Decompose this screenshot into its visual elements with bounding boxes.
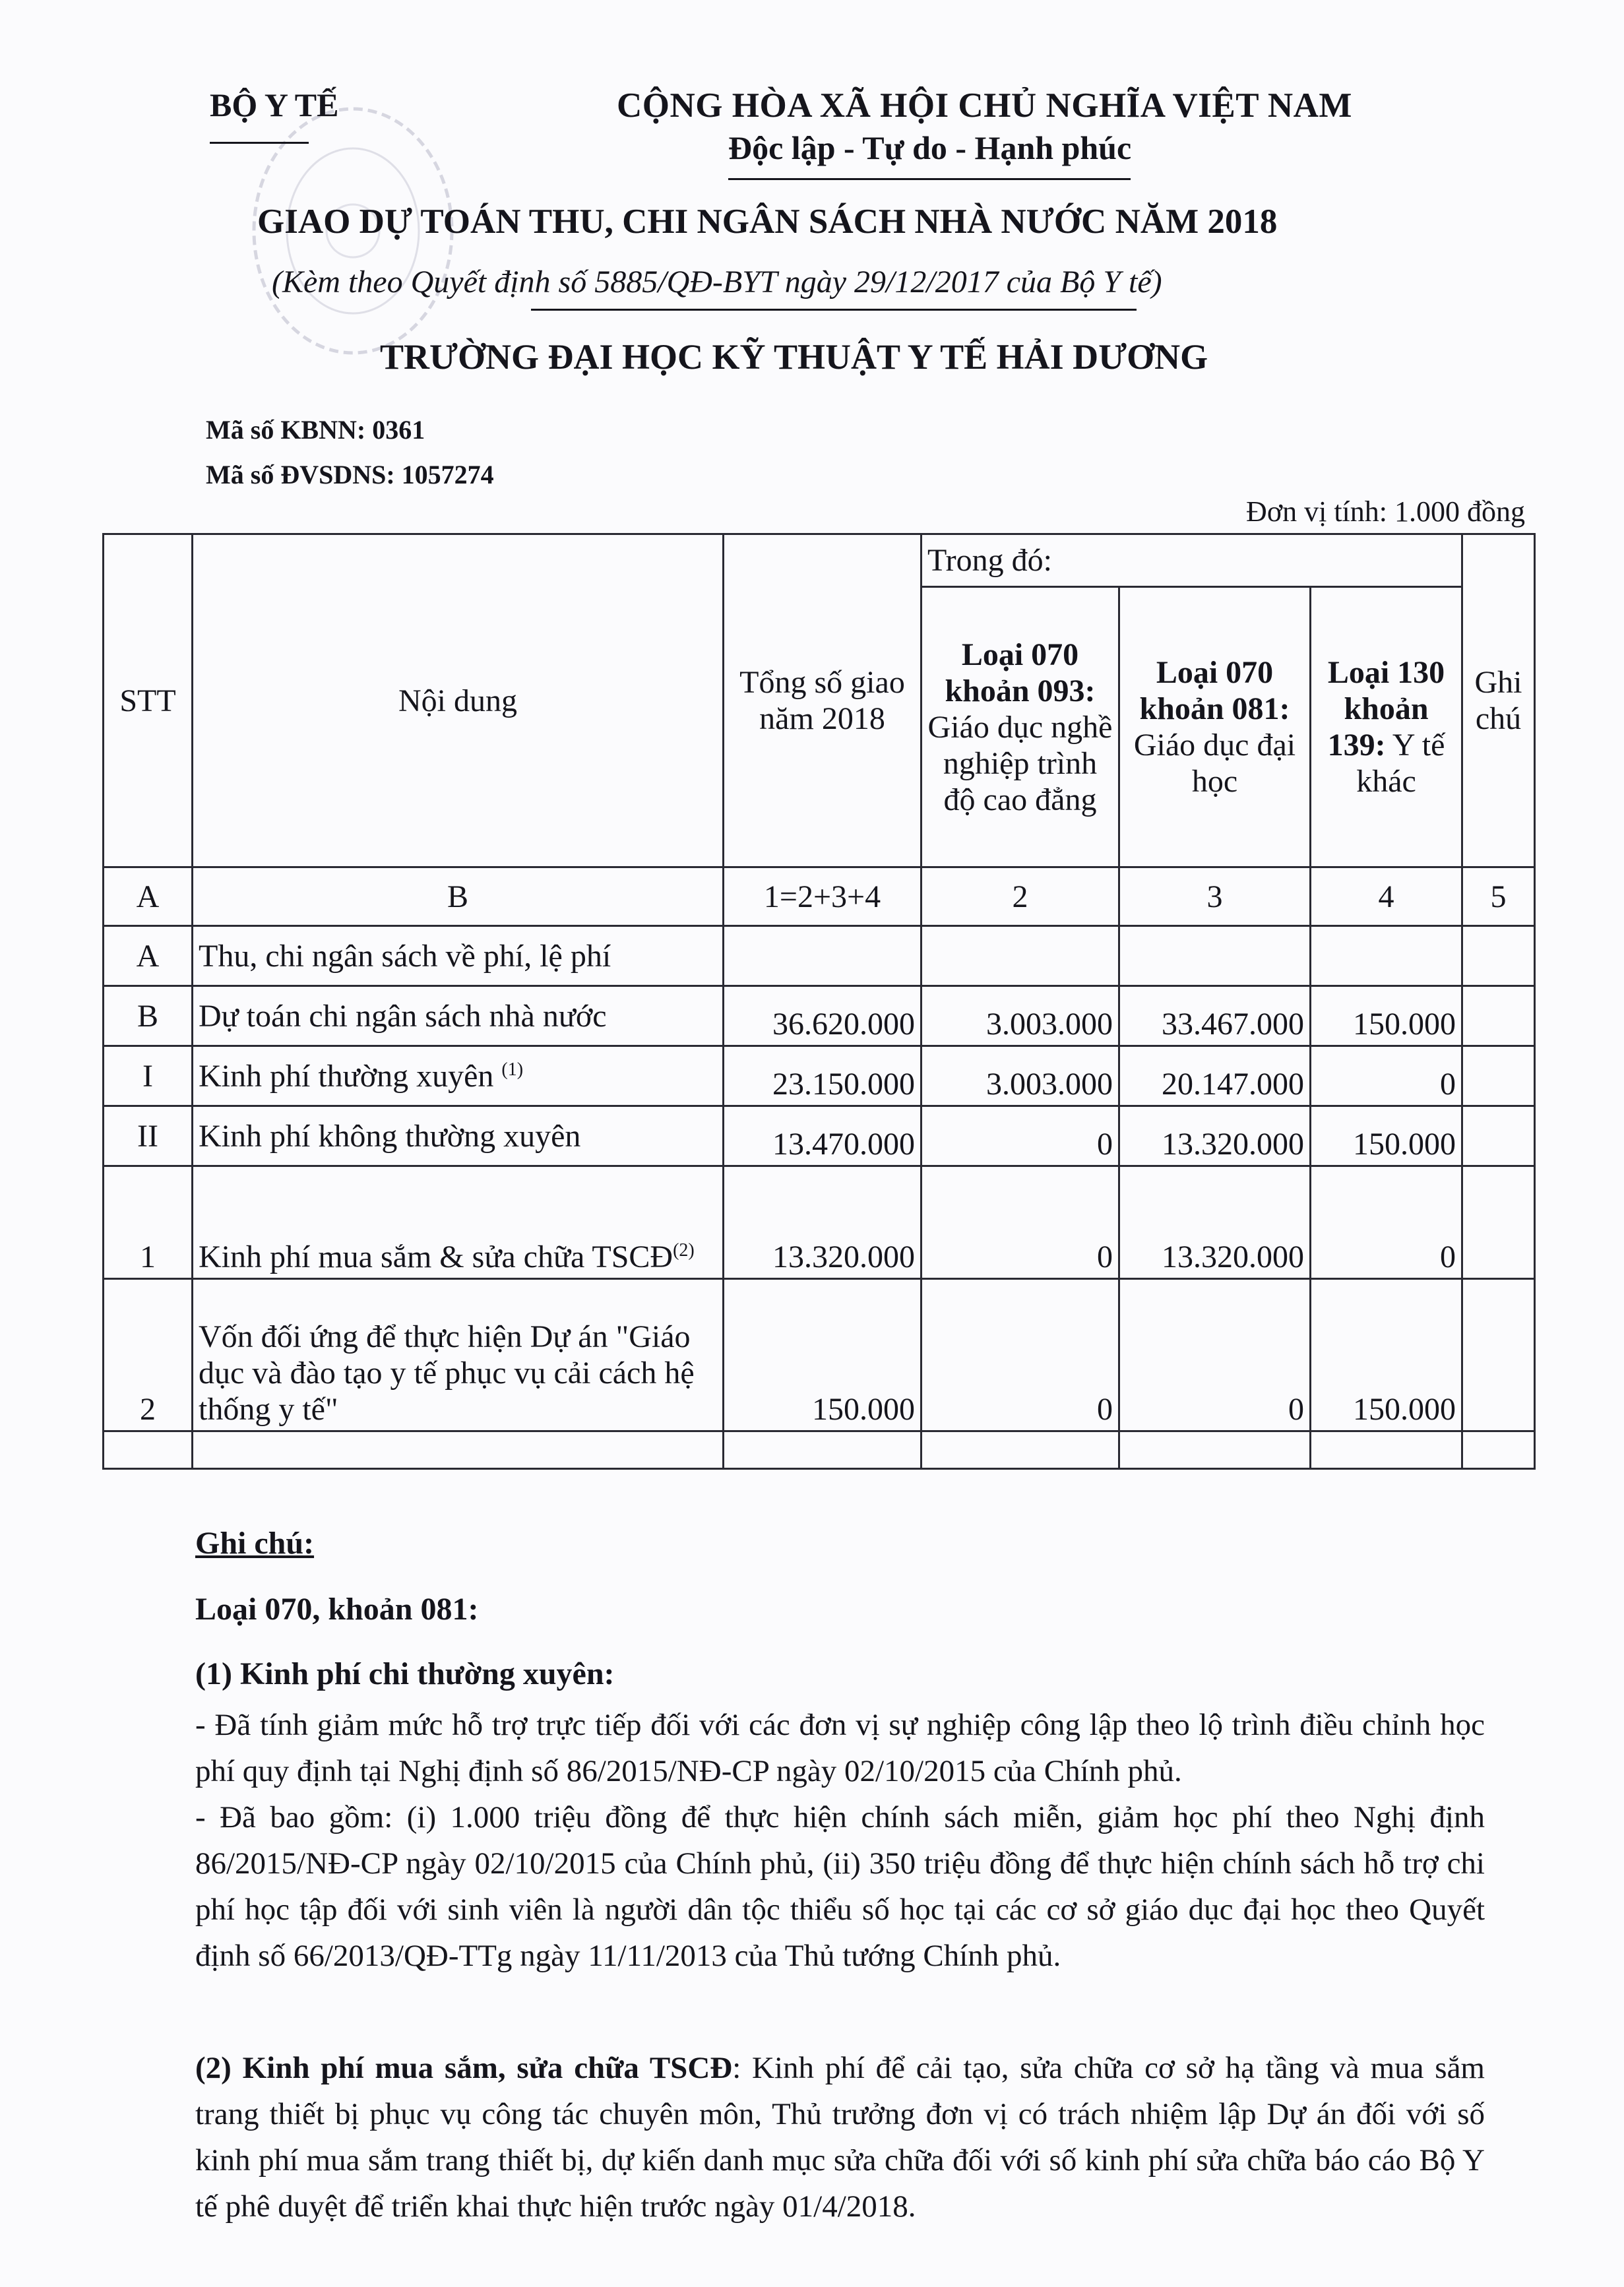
row-c4: 150.000 [1311, 1279, 1462, 1431]
row-c4: 150.000 [1311, 986, 1462, 1046]
colnum-b: B [193, 867, 724, 926]
country-name: CỘNG HÒA XÃ HỘI CHỦ NGHĨA VIỆT NAM [617, 86, 1352, 125]
kbnn-code: Mã số KBNN: 0361 [206, 415, 425, 445]
table-row [104, 926, 1535, 986]
row-stt: A [104, 926, 193, 986]
row-c2: 3.003.000 [921, 986, 1119, 1046]
notes-heading-1: (1) Kinh phí chi thường xuyên: [195, 1656, 615, 1691]
ministry-underline [210, 142, 309, 144]
ministry-name: BỘ Y TẾ [210, 86, 339, 123]
row-c3: 20.147.000 [1119, 1046, 1311, 1106]
header-col4-code: Loại 130 khoản 139: [1327, 655, 1445, 763]
row-total: 13.320.000 [724, 1166, 921, 1279]
colnum-2: 2 [921, 867, 1119, 926]
row-c4: 150.000 [1311, 1106, 1462, 1166]
row-c3: 13.320.000 [1119, 1106, 1311, 1166]
notes-title: Ghi chú: [195, 1526, 315, 1561]
row-note [1462, 1279, 1535, 1431]
row-content: Kinh phí mua sắm & sửa chữa TSCĐ [199, 1239, 673, 1274]
row-content: Vốn đối ứng để thực hiện Dự án "Giáo dục và đào tạo y tế phục vụ cải cách hệ thống y tế" [193, 1279, 724, 1431]
header-content: Nội dung [193, 534, 724, 867]
table-row [104, 986, 1535, 1046]
note-paragraph-2: - Đã bao gồm: (i) 1.000 triệu đồng để thực hiện chính sách miễn, giảm học phí theo Nghị định 86/2015/NĐ-CP ngày 02/10/2015 của Chính phủ, (ii) 350 triệu đồng để thực hiện chính sách hỗ trợ chi phí học tập đối với sinh viên là người dân tộc thiểu số học tại các cơ sở giáo dục đại học theo Quyết định số 66/2013/QĐ-TTg ngày 11/11/2013 của Thủ tướng Chính phủ. [195, 1800, 1485, 1973]
notes-category: Loại 070, khoản 081: [195, 1592, 479, 1627]
note-paragraph-3 [195, 2045, 1485, 2230]
row-c3: 33.467.000 [1119, 986, 1311, 1046]
header-stt: STT [104, 534, 193, 867]
row-total: 36.620.000 [724, 986, 921, 1046]
header-trong-do: Trong đó: [921, 534, 1462, 587]
row-stt: 2 [104, 1279, 193, 1431]
colnum-3: 3 [1119, 867, 1311, 926]
header-col4 [1311, 587, 1462, 867]
header-col2-code: Loại 070 khoản 093: [945, 637, 1096, 708]
header-col3 [1119, 587, 1311, 867]
row-c3: 13.320.000 [1119, 1166, 1311, 1279]
header-col3-text: Giáo dục đại học [1133, 728, 1296, 799]
row-note [1462, 1106, 1535, 1166]
column-number-row [104, 867, 1535, 926]
table-row [104, 1279, 1535, 1431]
note-paragraph-3-text: : Kinh phí để cải tạo, sửa chữa cơ sở hạ tầng và mua sắm trang thiết bị phục vụ công tác chuyên môn, Thủ trưởng đơn vị có trách nhiệm lập Dự án đối với số kinh phí mua sắm trang thiết bị, dự kiến danh mục sửa chữa đối với số kinh phí sửa chữa báo cáo Bộ Y tế phê duyệt để triển khai thực hiện trước ngày 01/4/2018. [195, 2051, 1485, 2224]
row-content: Thu, chi ngân sách về phí, lệ phí [193, 926, 724, 986]
header-col2-text: Giáo dục nghề nghiệp trình độ cao đẳng [927, 709, 1113, 817]
row-c4: 0 [1311, 1166, 1462, 1279]
row-c2: 0 [921, 1106, 1119, 1166]
header-col4-text: Y tế khác [1356, 728, 1445, 799]
colnum-5: 5 [1462, 867, 1535, 926]
row-content: Dự toán chi ngân sách nhà nước [193, 986, 724, 1046]
header-col2 [921, 587, 1119, 867]
row-c3: 0 [1119, 1279, 1311, 1431]
national-motto: Độc lập - Tự do - Hạnh phúc [728, 129, 1132, 166]
row-c3 [1119, 926, 1311, 986]
row-c4 [1311, 926, 1462, 986]
row-note [1462, 1166, 1535, 1279]
unit-of-measure: Đơn vị tính: 1.000 đồng [1246, 495, 1525, 528]
row-total: 13.470.000 [724, 1106, 921, 1166]
motto-underline [728, 178, 1131, 180]
header-total: Tổng số giao năm 2018 [724, 534, 921, 867]
document-subtitle: (Kèm theo Quyết định số 5885/QĐ-BYT ngày 29/12/2017 của Bộ Y tế) [272, 265, 1162, 299]
row-c2: 0 [921, 1166, 1119, 1279]
colnum-1: 1=2+3+4 [724, 867, 921, 926]
row-note [1462, 926, 1535, 986]
row-content-cell [193, 1046, 724, 1106]
header-col3-code: Loại 070 khoản 081: [1139, 655, 1290, 726]
row-stt: 1 [104, 1166, 193, 1279]
row-c4: 0 [1311, 1046, 1462, 1106]
row-note [1462, 986, 1535, 1046]
row-c2 [921, 926, 1119, 986]
row-total: 150.000 [724, 1279, 921, 1431]
row-content-cell [193, 1166, 724, 1279]
budget-table [102, 533, 1536, 1470]
row-note [1462, 1046, 1535, 1106]
header-note: Ghi chú [1462, 534, 1535, 867]
document-title: GIAO DỰ TOÁN THU, CHI NGÂN SÁCH NHÀ NƯỚC NĂM 2018 [257, 203, 1278, 241]
table-row [104, 1046, 1535, 1106]
table-row [104, 1166, 1535, 1279]
colnum-a: A [104, 867, 193, 926]
row-content: Kinh phí không thường xuyên [193, 1106, 724, 1166]
notes-heading-2: (2) Kinh phí mua sắm, sửa chữa TSCĐ [195, 2051, 733, 2085]
table-row [104, 1106, 1535, 1166]
row-c2: 3.003.000 [921, 1046, 1119, 1106]
footnote-ref: (1) [501, 1059, 524, 1080]
row-c2: 0 [921, 1279, 1119, 1431]
subtitle-underline [531, 309, 1137, 311]
organization-name: TRƯỜNG ĐẠI HỌC KỸ THUẬT Y TẾ HẢI DƯƠNG [380, 337, 1208, 377]
colnum-4: 4 [1311, 867, 1462, 926]
table-row-empty [104, 1431, 1535, 1469]
row-stt: I [104, 1046, 193, 1106]
dvsdns-code: Mã số ĐVSDNS: 1057274 [206, 460, 494, 489]
row-total: 23.150.000 [724, 1046, 921, 1106]
row-total [724, 926, 921, 986]
row-stt: II [104, 1106, 193, 1166]
row-content: Kinh phí thường xuyên [199, 1058, 494, 1094]
footnote-ref: (2) [673, 1240, 695, 1261]
note-paragraph-1: - Đã tính giảm mức hỗ trợ trực tiếp đối với các đơn vị sự nghiệp công lập theo lộ trình điều chỉnh học phí quy định tại Nghị định số 86/2015/NĐ-CP ngày 02/10/2015 của Chính phủ. [195, 1708, 1485, 1788]
row-stt: B [104, 986, 193, 1046]
